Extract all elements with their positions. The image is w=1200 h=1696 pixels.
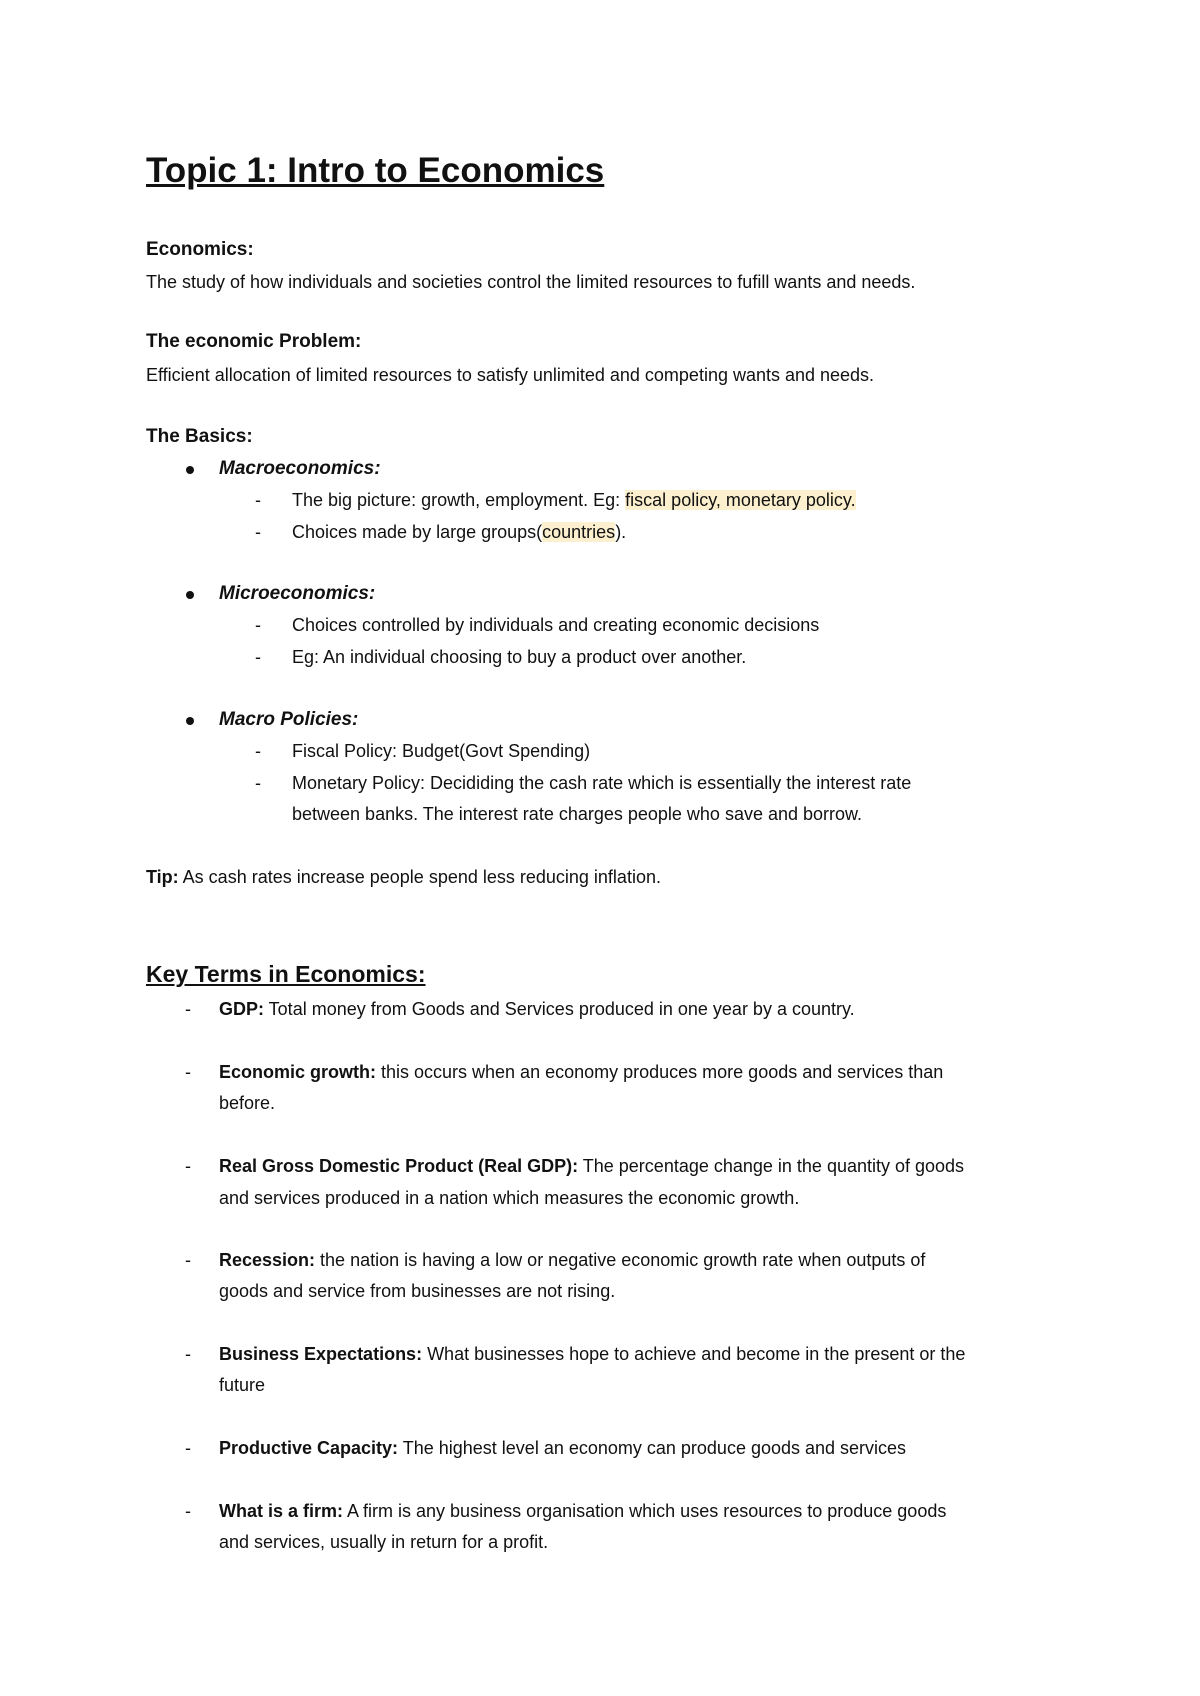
bullet-icon (186, 466, 194, 474)
dash-icon: - (255, 522, 261, 542)
economic-problem-definition: Efficient allocation of limited resources to satisfy unlimited and competing wants and needs. (146, 365, 875, 385)
term-productive-capacity (219, 1433, 906, 1463)
dash-icon: - (255, 647, 261, 667)
term-label: Recession: (219, 1250, 316, 1270)
tip-text: As cash rates increase people spend less reducing inflation. (178, 867, 661, 887)
dash-icon: - (185, 1501, 191, 1521)
term-definition: The highest level an economy can produce goods and services (398, 1438, 907, 1458)
basics-heading: The Basics: (146, 426, 253, 447)
dash-icon: - (185, 1344, 191, 1364)
economics-definition: The study of how individuals and societies control the limited resources to fufill wants and needs. (146, 272, 916, 292)
term-definition: this occurs when an economy produces more goods and services than (376, 1062, 944, 1082)
dash-icon: - (185, 1250, 191, 1270)
macro-policies-heading: Macro Policies: (219, 709, 359, 730)
policies-item-1: Fiscal Policy: Budget(Govt Spending) (292, 741, 591, 761)
policies-item-2-line-1: Monetary Policy: Decididing the cash rate which is essentially the interest rate (292, 773, 912, 793)
macro-item-1 (292, 486, 856, 514)
dash-icon: - (185, 1156, 191, 1176)
term-business-expectations (219, 1339, 965, 1369)
term-definition-continued: and services, usually in return for a profit. (219, 1532, 549, 1552)
macro-item-2-text: Choices made by large groups( (292, 522, 543, 542)
highlighted-text: countries (542, 522, 616, 542)
term-label: GDP: (219, 999, 264, 1019)
macro-item-2-end: ). (615, 522, 627, 542)
page-title: Topic 1: Intro to Economics (146, 151, 605, 190)
term-economic-growth (219, 1057, 943, 1087)
bullet-icon (186, 591, 194, 599)
term-definition: Total money from Goods and Services produced in one year by a country. (264, 999, 855, 1019)
term-label: Business Expectations: (219, 1344, 423, 1364)
term-definition: The percentage change in the quantity of goods (578, 1156, 965, 1176)
term-definition-continued: and services produced in a nation which measures the economic growth. (219, 1188, 800, 1208)
economic-problem-heading: The economic Problem: (146, 331, 362, 352)
term-label: Economic growth: (219, 1062, 376, 1082)
microeconomics-heading: Microeconomics: (219, 583, 376, 604)
policies-item-2-line-2: between banks. The interest rate charges people who save and borrow. (292, 804, 863, 824)
macro-item-1-text: The big picture: growth, employment. Eg: (292, 490, 626, 510)
economics-heading: Economics: (146, 239, 254, 260)
micro-item-1: Choices controlled by individuals and creating economic decisions (292, 615, 820, 635)
macro-item-2 (292, 518, 626, 546)
term-definition: A firm is any business organisation which uses resources to produce goods (343, 1501, 947, 1521)
term-gdp (219, 994, 855, 1024)
dash-icon: - (255, 615, 261, 635)
term-definition: the nation is having a low or negative economic growth rate when outputs of (315, 1250, 926, 1270)
term-definition-continued: before. (219, 1093, 276, 1113)
dash-icon: - (255, 773, 261, 793)
dash-icon: - (185, 999, 191, 1019)
tip-label: Tip: (146, 867, 179, 887)
term-label: What is a firm: (219, 1501, 344, 1521)
term-firm (219, 1496, 946, 1526)
dash-icon: - (185, 1062, 191, 1082)
micro-item-2: Eg: An individual choosing to buy a product over another. (292, 647, 747, 667)
dash-icon: - (255, 741, 261, 761)
term-definition-continued: future (219, 1375, 266, 1395)
tip (146, 863, 661, 891)
term-label: Real Gross Domestic Product (Real GDP): (219, 1156, 579, 1176)
macroeconomics-heading: Macroeconomics: (219, 458, 381, 479)
highlighted-text: fiscal policy, monetary policy. (625, 490, 856, 510)
dash-icon: - (185, 1438, 191, 1458)
bullet-icon (186, 717, 194, 725)
term-definition-continued: goods and service from businesses are not rising. (219, 1281, 616, 1301)
key-terms-heading: Key Terms in Economics: (146, 961, 426, 987)
dash-icon: - (255, 490, 261, 510)
term-label: Productive Capacity: (219, 1438, 399, 1458)
term-recession (219, 1245, 925, 1275)
term-definition: What businesses hope to achieve and become in the present or the (422, 1344, 966, 1364)
term-real-gdp (219, 1151, 964, 1181)
